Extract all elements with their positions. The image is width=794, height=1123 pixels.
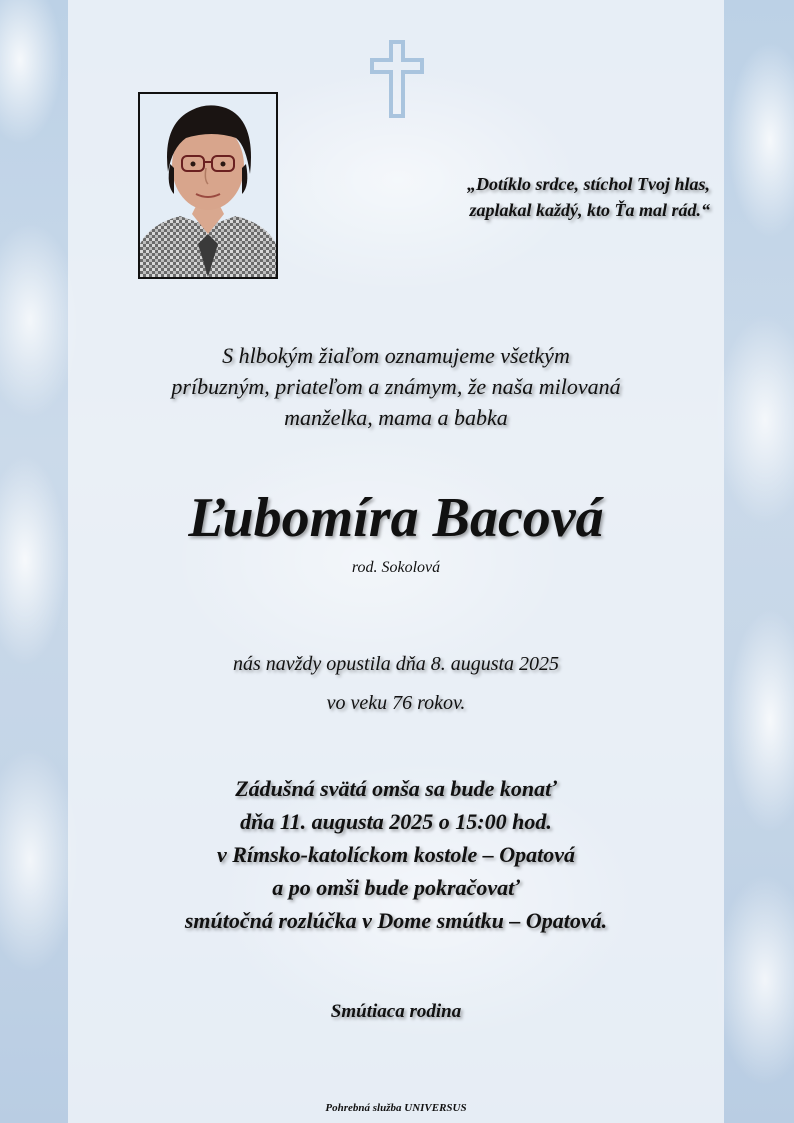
motto-line: zaplakal každý, kto Ťa mal rád.“ [469, 200, 710, 220]
announcement-line: S hlbokým žiaľom oznamujeme všetkým [222, 343, 570, 368]
portrait-photo [138, 92, 278, 279]
cross-icon [370, 40, 424, 118]
ceremony-line: Zádušná svätá omša sa bude konať [235, 776, 557, 801]
ceremony-line: dňa 11. augusta 2025 o 15:00 hod. [240, 809, 552, 834]
ceremony-line: a po omši bude pokračovať [272, 875, 520, 900]
announcement-text [68, 340, 724, 433]
deceased-name: Ľubomíra Bacová [188, 487, 604, 549]
death-date: nás navždy opustila dňa 8. augusta 2025 [232, 653, 560, 675]
maiden-name: rod. Sokolová [351, 559, 441, 576]
ceremony-details [68, 772, 724, 937]
funeral-service-credit: Pohrebná služba UNIVERSUS [325, 1102, 467, 1114]
announcement-line: príbuzným, priateľom a známym, že naša milovaná [171, 374, 621, 399]
ceremony-line: v Rímsko-katolíckom kostole – Opatová [216, 842, 576, 867]
age-at-death: vo veku 76 rokov. [326, 692, 466, 714]
portrait-image [140, 94, 276, 277]
ceremony-line: smútočná rozlúčka v Dome smútku – Opatová. [184, 908, 608, 933]
motto-quote [350, 171, 710, 223]
announcement-line: manželka, mama a babka [284, 405, 508, 430]
family-signature: Smútiaca rodina [330, 1001, 462, 1022]
motto-line: „Dotíklo srdce, stíchol Tvoj hlas, [467, 174, 710, 194]
